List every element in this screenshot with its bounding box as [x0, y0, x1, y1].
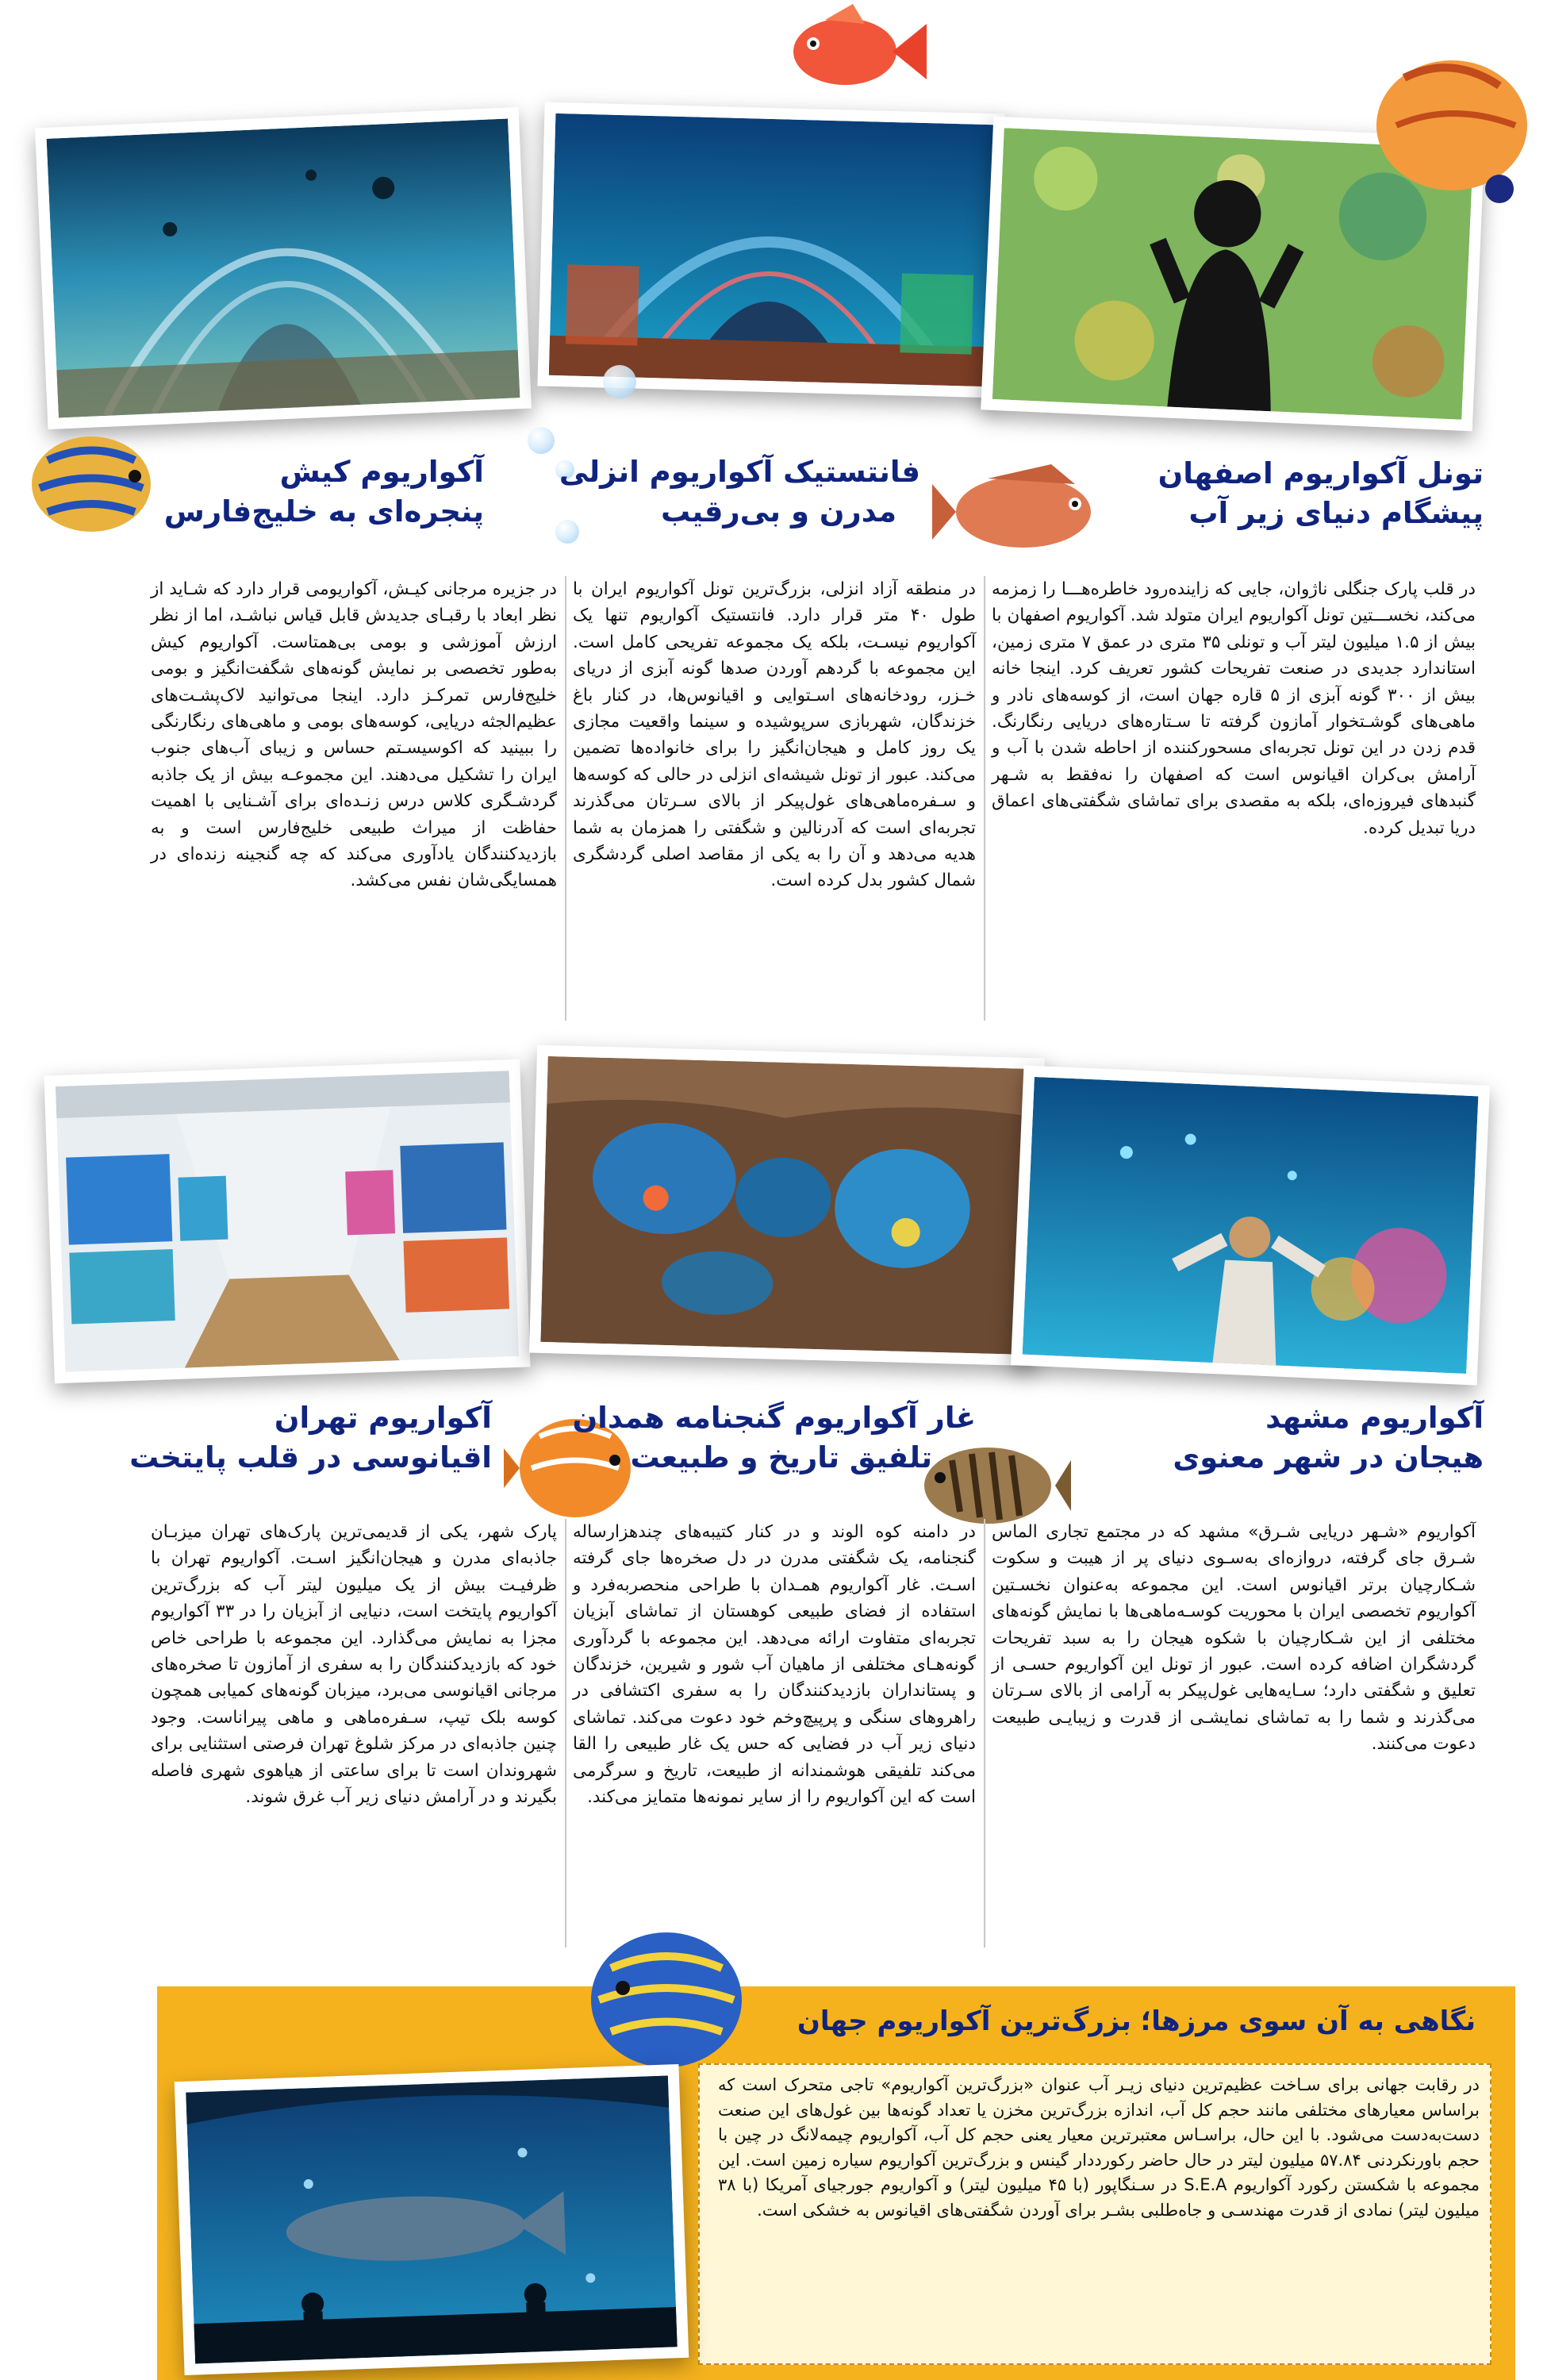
tehran-title-2: اقیانوسی در قلب پایتخت [129, 1440, 492, 1475]
hamedan-title-2: تلفیق تاریخ و طبیعت [630, 1440, 932, 1475]
column-divider [565, 576, 566, 1021]
box-body: در رقابت جهانی برای سـاخت عظیم‌ترین دنیای زیـر آب عنوان «بزرگ‌ترین آکواریوم» تاجی متحرک است که براساس معیارهای مختلفی مانند حجم کل آب، اندازه بزرگ‌ترین مخزن یا تعداد گونه‌ها بین غول‌های این صنعت دست‌به‌دست می‌شود. با این حال، براسـاس معتبرترین معیار یعنی حجم کل آب، آکواریوم چیمه‌لانگ در چین با حجم باورنکردنی ۵۷.۸۴ میلیون لیتر در حال حاضر رکورددار گینس و بزرگ‌ترین آکواریوم سیاره زمین است. این مجموعه با شکستن رکورد آکواریوم S.E.A در سـنگاپور (با ۴۵ میلیون لیتر) و آکواریوم جورجیای آمریکا (با ۳۸ میلیون لیتر) نمادی از قدرت مهندسـی و جاه‌طلبی بشـر برای آوردن شگفتی‌های اقیانوس به خشکی است. [718, 2075, 1480, 2220]
column-divider [565, 1519, 566, 1947]
anzali-title [559, 452, 920, 532]
anzali-title-2: مدرن و بی‌رقیب [660, 494, 896, 529]
kish-body: در جزیره مرجانی کیـش، آکواریومی قرار دارد که شـاید از نظر ابعاد با رقبـای جدیدش قابل قیاس نباشـد، اما از نظر ارزش آموزشی و بومی بی‌همتاست. آکواریوم کیش به‌طور تخصصی بر نمایش گونه‌های شگفت‌انگیز و بومی خلیج‌فارس تمرکـز دارد. اینجا می‌توانید لاک‌پشـت‌های عظیم‌الجثه دریایی، کوسه‌های بومی و ماهی‌های رنگارنگی را ببینید که اکوسیسـتم حساس و زیبای آب‌های جنوب ایران را تشکیل می‌دهند. این مجموعـه بیش از یک جاذبه گردشـگری کلاس درس زنـده‌ای برای آشـنایی با اهمیت حفاظت از میراث طبیعی خلیج‌فارس است و به بازدیدکنندگان یادآوری می‌کند که چه گنجینه زنده‌ای در همسایگی‌شان نفس می‌کشد. [151, 579, 557, 891]
tehran-title-1: آکواریوم تهران [274, 1401, 492, 1435]
fish-icon [1349, 46, 1539, 205]
anzali-body: در منطقه آزاد انزلی، بزرگ‌ترین تونل آکواریوم ایران با طول ۴۰ متر قرار دارد. فانتستیک آکواریوم تنها یک آکواریوم نیسـت، بلکه یک مجموعه تفریحی کامل است. این مجموعه با گردهم آوردن صدها گونه آبزی از دریای خـزر، رودخانه‌های اسـتوایی و اقیانوس‌ها، در کنار باغ خزندگان، شهربازی سرپوشیده و سینما واقعیت مجازی یک روز کامل و هیجان‌انگیز را برای خانواده‌ها تضمین می‌کند. عبور از تونل شیشه‌ای انزلی در حالی که کوسه‌ها و سـفره‌ماهی‌های غول‌پیکر از بالای سـرتان می‌گذرند تجربه‌ای است که آدرنالین و شگفتی را همزمان به شما هدیه می‌دهد و آن را به یکی از مقاصد اصلی گردشگری شمال کشور بدل کرده است. [573, 579, 976, 891]
hamedan-title-1: غار آکواریوم گنجنامه همدان [572, 1401, 976, 1435]
fish-icon [777, 0, 928, 103]
hamedan-title [555, 1398, 976, 1478]
bubble-icon [555, 520, 579, 544]
hamedan-body: در دامنه کوه الوند و در کنار کتیبه‌های چندهزارساله گنجنامه، یک شگفتی مدرن در دل صخره‌ها جای گرفته اسـت. غار آکواریوم همـدان با طراحی منحصربه‌فرد و استفاده از فضای طبیعی کوهستان از تماشای آبزیان تجربه‌ای متفاوت ارائه می‌دهد. این مجموعه با گردآوری گونه‌هـای مختلفی از ماهیان آب شور و شیرین، خزندگان و پستانداران بازدیدکنندگان را به سفری اکتشافی در راهروهای سنگی و پرپیچ‌وخم خود دعوت می‌کند. تماشای دنیای زیر آب در فضایی که حس یک غار طبیعی را القا می‌کند تلفیقی هوشمندانه از طبیعت، تاریخ و سرگرمی است که این آکواریوم را از سایر نمونه‌ها متمایز می‌کند. [573, 1522, 976, 1808]
fish-icon [579, 1921, 754, 2079]
column-divider [984, 1519, 985, 1947]
anzali-photo [537, 102, 1004, 398]
isfahan-title-2: پیشگام دنیای زیر آب [1188, 496, 1484, 530]
tehran-photo [44, 1059, 530, 1384]
tehran-body: پارک شهر، یکی از قدیمی‌ترین پارک‌های تهران میزبـان جاذبه‌ای مدرن و هیجان‌انگیز اسـت. آکواریوم تهران با ظرفیـت بیش از یک میلیون لیتر آب که بزرگ‌ترین آکواریوم پایتخت است، دنیایی از آبزیان را در ۳۳ آکواریوم مجزا به نمایش می‌گذارد. این مجموعه با طراحی خاص خود که بازدیدکنندگان را به سفری از آمازون تا صخره‌های مرجانی اقیانوسی می‌برد، میزبان گونه‌های کمیابی همچون کوسه بلک تیپ، سـفره‌ماهی و ماهی پیراناست. وجود چنین جاذبه‌ای در مرکز شلوغ تهران فرصتی استثنایی برای شهروندان است تا برای ساعتی از هیاهوی شهری فاصله بگیرند و در آرامش دنیای زیر آب غرق شوند. [151, 1522, 557, 1808]
mashhad-photo [1011, 1065, 1490, 1385]
kish-photo [35, 107, 532, 429]
tehran-title [119, 1398, 492, 1478]
hamedan-photo [529, 1045, 1045, 1367]
kish-title [163, 452, 484, 532]
column-divider [984, 576, 985, 1021]
fish-icon [16, 425, 167, 544]
kish-title-1: آکواریوم کیش [279, 455, 484, 489]
kish-title-2: پنجره‌ای به خلیج‌فارس [163, 494, 484, 529]
anzali-title-1: فانتستیک آکواریوم انزلی [559, 455, 920, 489]
isfahan-title [1055, 454, 1484, 533]
box-title: نگاهی به آن سوی مرزها؛ بزرگ‌ترین آکواریوم جهان [797, 2005, 1476, 2037]
mashhad-title [1055, 1398, 1484, 1478]
bubble-icon [528, 427, 555, 454]
mashhad-title-1: آکواریوم مشهد [1265, 1401, 1484, 1435]
isfahan-body: در قلب پارک جنگلی ناژوان، جایی که زاینده‌رود خاطره‌هـــا را زمزمه می‌کند، نخســـتین تونل آکواریوم ایران متولد شد. آکواریوم اصفهان با بیش از ۱.۵ میلیون لیتر آب و تونلی ۳۵ متری در عمق ۷ متری زمین، استاندارد جدیدی در صنعت تفریحات کشور تعریف کرد. اینجا خانه بیش از ۳۰۰ گونه آبزی از ۵ قاره جهان است، از کوسه‌های نادر و ماهی‌های گوشـتخوار آمازون گرفته تا سـتاره‌های دریایی رنگارنگ. قدم زدن در این تونل تجربه‌ای مسحورکننده از احاطه شدن با آب و آرامش بی‌کران اقیانوس است که اصفهان را نه‌فقط به شـهر گنبدهای فیروزه‌ای، بلکه به مقصدی برای تماشای شگفتی‌های اعماق دریا تبدیل کرده. [992, 579, 1476, 838]
mashhad-title-2: هیجان در شهر معنوی [1173, 1440, 1484, 1475]
isfahan-title-1: تونل آکواریوم اصفهان [1157, 456, 1484, 490]
bubble-icon [603, 365, 636, 398]
chimelong-photo [175, 2064, 689, 2375]
mashhad-body: آکواریوم «شـهر دریایی شـرق» مشهد که در مجتمع تجاری الماس شـرق جای گرفته، دروازه‌ای به‌سـوی دنیای پر از هیبت و سکوت شـکارچیان برتر اقیانوس است. این مجموعه به‌عنوان نخسـتین آکواریوم تخصصی ایران با محوریت کوسـه‌ماهی‌ها با نمایش گونه‌های مختلفی از این شـکارچیان با شکوه هیجان را به سبد تفریحات گردشگران اضافه کرده است. عبور از تونل این آکواریوم حسـی از تعلیق و شگفتی دارد؛ سـایه‌هایی غول‌پیکر به آرامی از بالای سـرتان می‌گذرند و شما را به تماشای نمایشـی از قدرت و زیبایـی طبیعت دعوت می‌کنند. [992, 1522, 1476, 1755]
